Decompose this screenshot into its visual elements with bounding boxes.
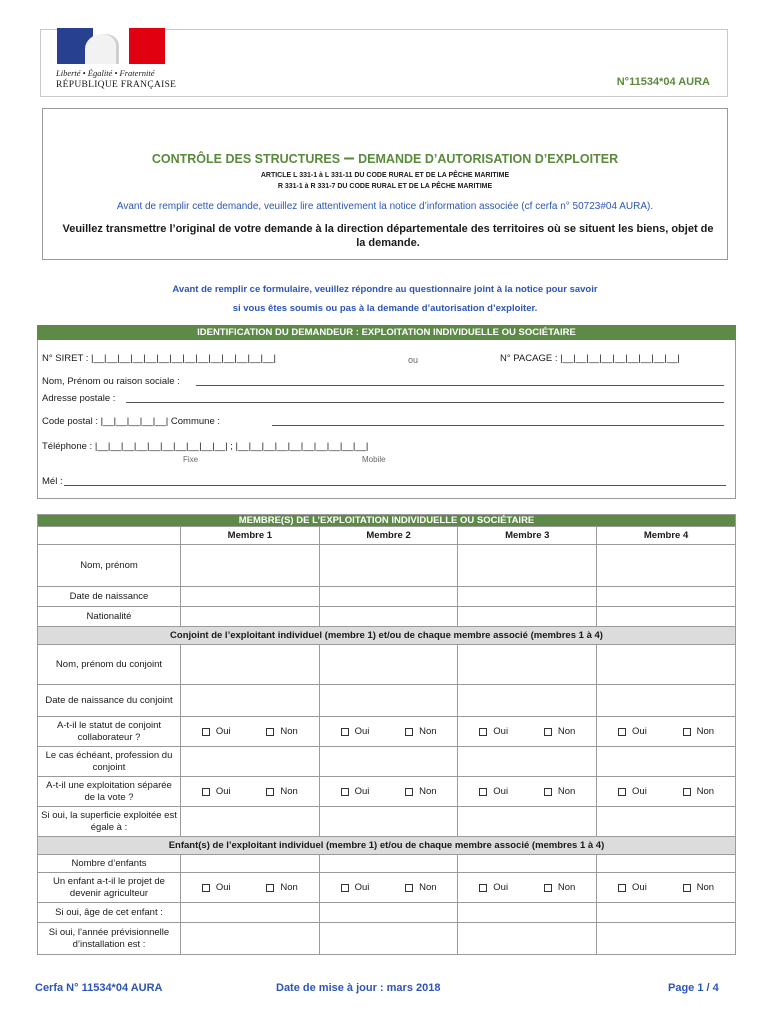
oui-checkbox[interactable]: Oui xyxy=(479,786,508,797)
column-header: Membre 4 xyxy=(597,527,736,545)
table-cell[interactable] xyxy=(458,545,597,587)
row-label: A-t-il une exploitation séparée de la vote ? xyxy=(38,777,181,807)
questionnaire-line-1: Avant de remplir ce formulaire, veuillez répondre au questionnaire joint à la notice pour savoir xyxy=(172,284,598,295)
non-checkbox[interactable]: Non xyxy=(544,786,575,797)
table-cell[interactable] xyxy=(181,545,320,587)
identification-heading: IDENTIFICATION DU DEMANDEUR : EXPLOITATION INDIVIDUELLE OU SOCIÉTAIRE xyxy=(37,325,736,340)
siret-field[interactable]: N° SIRET : |__|__|__|__|__|__|__|__|__|__|__|__|__|__| xyxy=(42,353,276,364)
table-cell[interactable] xyxy=(181,685,320,717)
row-label: Nom, prénom xyxy=(38,545,181,587)
oui-checkbox[interactable]: Oui xyxy=(479,882,508,893)
table-cell[interactable] xyxy=(597,855,736,873)
checkbox-icon xyxy=(544,728,552,736)
table-cell[interactable] xyxy=(181,747,320,777)
table-cell[interactable] xyxy=(319,903,458,923)
pacage-field[interactable]: N° PACAGE : |__|__|__|__|__|__|__|__|__| xyxy=(500,353,680,364)
checkbox-icon xyxy=(479,788,487,796)
phone-mobile-caption: Mobile xyxy=(362,455,386,464)
table-cell[interactable] xyxy=(319,747,458,777)
non-checkbox[interactable]: Non xyxy=(266,786,297,797)
table-cell[interactable] xyxy=(458,903,597,923)
checkbox-icon xyxy=(202,728,210,736)
email-label: Mél : xyxy=(42,476,63,487)
oui-checkbox[interactable]: Oui xyxy=(618,786,647,797)
checkbox-icon xyxy=(202,884,210,892)
table-cell[interactable] xyxy=(181,923,320,955)
questionnaire-line-2: si vous êtes soumis ou pas à la demande d’autorisation d’exploiter. xyxy=(232,303,538,314)
table-cell[interactable] xyxy=(597,903,736,923)
oui-checkbox[interactable]: Oui xyxy=(618,882,647,893)
checkbox-icon xyxy=(479,728,487,736)
checkbox-icon xyxy=(405,884,413,892)
checkbox-row xyxy=(38,717,736,747)
non-checkbox[interactable]: Non xyxy=(544,726,575,737)
column-header: Membre 1 xyxy=(181,527,320,545)
tricolor-flag-icon xyxy=(57,28,165,64)
postal-code-field[interactable]: Code postal : |__|__|__|__|__| Commune : xyxy=(42,416,220,427)
oui-checkbox[interactable]: Oui xyxy=(202,786,231,797)
non-checkbox[interactable]: Non xyxy=(266,882,297,893)
oui-checkbox[interactable]: Oui xyxy=(618,726,647,737)
table-cell[interactable] xyxy=(597,545,736,587)
oui-checkbox[interactable]: Oui xyxy=(479,726,508,737)
checkbox-icon xyxy=(544,788,552,796)
row-label: Si oui, la superficie exploitée est égale à : xyxy=(38,807,181,837)
table-cell[interactable] xyxy=(458,923,597,955)
checkbox-icon xyxy=(266,788,274,796)
non-checkbox[interactable]: Non xyxy=(266,726,297,737)
notice-text: Avant de remplir cette demande, veuillez lire attentivement la notice d’information associée (cf cerfa n° 50723#04 AURA). xyxy=(116,201,654,212)
oui-checkbox[interactable]: Oui xyxy=(341,882,370,893)
cerfa-number: N°11534*04 AURA xyxy=(616,76,710,88)
table-cell[interactable] xyxy=(597,747,736,777)
table-cell[interactable] xyxy=(458,607,597,627)
table-cell[interactable] xyxy=(458,685,597,717)
marianne-logo xyxy=(54,28,177,94)
footer-update-date: Date de mise à jour : mars 2018 xyxy=(276,982,441,994)
conjoint-band: Conjoint de l’exploitant individuel (membre 1) et/ou de chaque membre associé (membres 1 à 4) xyxy=(38,627,736,645)
checkbox-icon xyxy=(266,728,274,736)
row-label: Si oui, l’année prévisionnelle d’installation est : xyxy=(38,923,181,955)
row-label: Si oui, âge de cet enfant : xyxy=(38,903,181,923)
phone-fixed-caption: Fixe xyxy=(183,455,199,464)
table-cell[interactable] xyxy=(181,807,320,837)
checkbox-icon xyxy=(618,788,626,796)
non-checkbox[interactable]: Non xyxy=(405,726,436,737)
table-cell[interactable] xyxy=(319,545,458,587)
checkbox-icon xyxy=(479,884,487,892)
form-title: CONTRÔLE DES STRUCTURES – DEMANDE D’AUTORISATION D’EXPLOITER xyxy=(151,147,619,169)
table-cell[interactable] xyxy=(458,747,597,777)
checkbox-icon xyxy=(683,788,691,796)
non-checkbox[interactable]: Non xyxy=(405,786,436,797)
checkbox-icon xyxy=(618,728,626,736)
table-cell[interactable] xyxy=(181,607,320,627)
non-checkbox[interactable]: Non xyxy=(683,726,714,737)
table-cell[interactable] xyxy=(597,587,736,607)
row-label: Nombre d’enfants xyxy=(38,855,181,873)
table-cell[interactable] xyxy=(181,903,320,923)
email-input[interactable] xyxy=(64,485,726,486)
transmit-instruction: Veuillez transmettre l’original de votre demande à la direction départementale des territoires où se situent les biens, objet de la demande. xyxy=(62,223,714,249)
checkbox-icon xyxy=(341,728,349,736)
row-label: Nom, prénom du conjoint xyxy=(38,645,181,685)
oui-checkbox[interactable]: Oui xyxy=(202,882,231,893)
republic-name: RÉPUBLIQUE FRANÇAISE xyxy=(56,80,177,90)
checkbox-row xyxy=(38,777,736,807)
oui-checkbox[interactable]: Oui xyxy=(341,726,370,737)
non-checkbox[interactable]: Non xyxy=(544,882,575,893)
table-cell[interactable] xyxy=(181,855,320,873)
table-cell[interactable] xyxy=(319,587,458,607)
table-cell[interactable] xyxy=(319,645,458,685)
column-header: Membre 2 xyxy=(319,527,458,545)
members-heading: MEMBRE(S) DE L’EXPLOITATION INDIVIDUELLE OU SOCIÉTAIRE xyxy=(38,515,736,527)
table-cell[interactable] xyxy=(319,807,458,837)
name-input[interactable] xyxy=(196,385,724,386)
oui-checkbox[interactable]: Oui xyxy=(202,726,231,737)
table-cell[interactable] xyxy=(597,807,736,837)
row-label: Nationalité xyxy=(38,607,181,627)
or-separator: ou xyxy=(408,355,419,365)
table-cell[interactable] xyxy=(181,645,320,685)
checkbox-icon xyxy=(544,884,552,892)
address-label: Adresse postale : xyxy=(42,393,116,404)
checkbox-icon xyxy=(266,884,274,892)
table-cell[interactable] xyxy=(597,607,736,627)
oui-checkbox[interactable]: Oui xyxy=(341,786,370,797)
article-line-2: R 331-1 à R 331-7 DU CODE RURAL ET DE LA PÊCHE MARITIME xyxy=(277,183,493,190)
table-cell[interactable] xyxy=(458,855,597,873)
non-checkbox[interactable]: Non xyxy=(683,786,714,797)
row-label: A-t-il le statut de conjoint collaborateur ? xyxy=(38,717,181,747)
table-cell[interactable] xyxy=(458,807,597,837)
checkbox-icon xyxy=(618,884,626,892)
enfants-band: Enfant(s) de l’exploitant individuel (membre 1) et/ou de chaque membre associé (membres 1 à 4) xyxy=(38,837,736,855)
row-label: Un enfant a-t-il le projet de devenir agriculteur xyxy=(38,873,181,903)
checkbox-icon xyxy=(683,728,691,736)
non-checkbox[interactable]: Non xyxy=(683,882,714,893)
checkbox-icon xyxy=(341,788,349,796)
row-label: Date de naissance xyxy=(38,587,181,607)
checkbox-icon xyxy=(405,728,413,736)
address-input[interactable] xyxy=(126,402,724,403)
members-table xyxy=(37,514,736,955)
republic-motto: Liberté • Égalité • Fraternité xyxy=(56,68,155,78)
table-cell[interactable] xyxy=(319,685,458,717)
table-cell[interactable] xyxy=(597,685,736,717)
row-label: Le cas échéant, profession du conjoint xyxy=(38,747,181,777)
non-checkbox[interactable]: Non xyxy=(405,882,436,893)
checkbox-row xyxy=(38,873,736,903)
table-cell[interactable] xyxy=(597,645,736,685)
table-cell[interactable] xyxy=(319,923,458,955)
corner-cell xyxy=(38,527,181,545)
article-line-1: ARTICLE L 331-1 à L 331-11 DU CODE RURAL ET DE LA PÊCHE MARITIME xyxy=(260,172,510,179)
table-cell[interactable] xyxy=(319,855,458,873)
commune-input[interactable] xyxy=(272,425,724,426)
row-label: Date de naissance du conjoint xyxy=(38,685,181,717)
checkbox-icon xyxy=(341,884,349,892)
checkbox-icon xyxy=(683,884,691,892)
table-cell[interactable] xyxy=(181,587,320,607)
column-header: Membre 3 xyxy=(458,527,597,545)
checkbox-icon xyxy=(405,788,413,796)
identification-section xyxy=(37,325,736,499)
table-cell[interactable] xyxy=(458,587,597,607)
table-cell[interactable] xyxy=(458,645,597,685)
table-cell[interactable] xyxy=(319,607,458,627)
footer-cerfa: Cerfa N° 11534*04 AURA xyxy=(35,982,163,994)
phone-field[interactable]: Téléphone : |__|__|__|__|__|__|__|__|__|__| ; |__|__|__|__|__|__|__|__|__|__| xyxy=(42,441,369,452)
checkbox-icon xyxy=(202,788,210,796)
footer-page-number: Page 1 / 4 xyxy=(668,982,719,994)
table-cell[interactable] xyxy=(597,923,736,955)
name-label: Nom, Prénom ou raison sociale : xyxy=(42,376,180,387)
